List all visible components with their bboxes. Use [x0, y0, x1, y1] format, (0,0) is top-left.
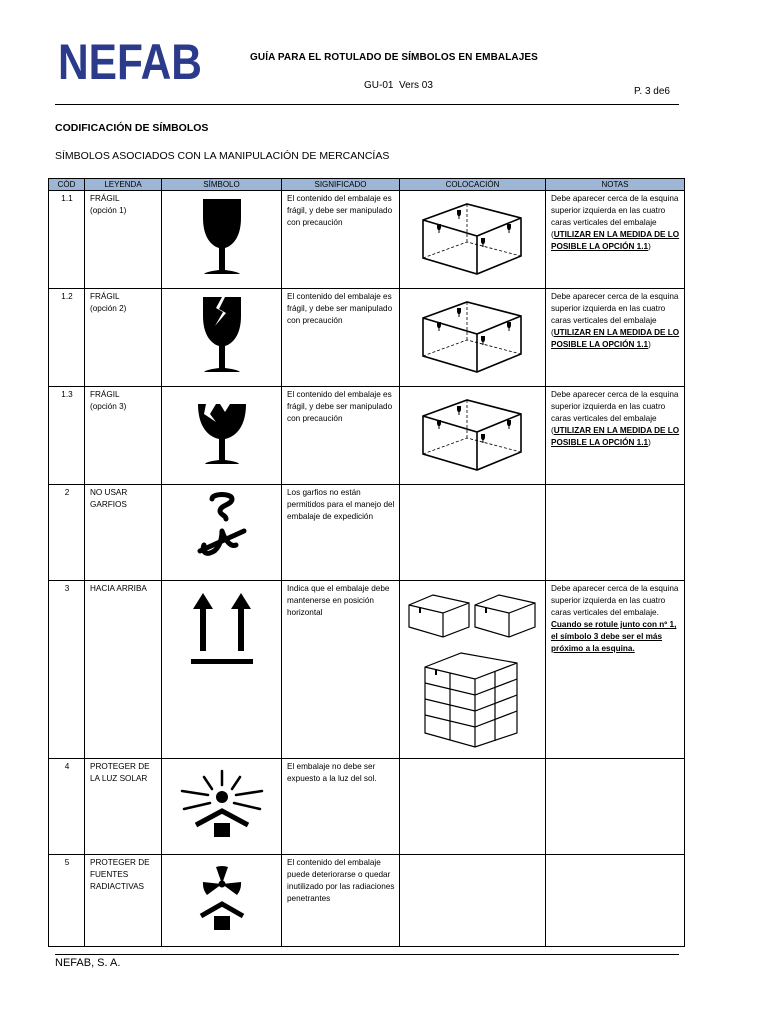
cell-cod: 1.3 — [49, 387, 85, 485]
cell-significado: El contenido del embalaje es frágil, y debe ser manipulado con precaución — [282, 387, 400, 485]
cell-leyenda: PROTEGER DE LA LUZ SOLAR — [85, 759, 162, 855]
box-placement-icon — [417, 198, 529, 278]
cell-cod: 5 — [49, 855, 85, 947]
cell-colocacion — [400, 191, 546, 289]
no-hooks-icon — [192, 489, 252, 573]
cell-notas: Debe aparecer cerca de la esquina superior izquierda en las cuatro caras verticales del embalaje. Cuando se rotule junto con nº 1, el símbolo 3 debe ser el más próximo a la esquina. — [546, 581, 685, 759]
stacked-boxes-icon — [405, 583, 541, 753]
broken-glass-icon — [192, 294, 252, 378]
table-row — [49, 581, 685, 759]
table-row — [49, 387, 685, 485]
cell-cod: 1.1 — [49, 191, 85, 289]
cell-significado: Los garfios no están permitidos para el manejo del embalaje de expedición — [282, 485, 400, 581]
box-placement-icon — [417, 296, 529, 376]
cell-notas: Debe aparecer cerca de la esquina superior izquierda en las cuatro caras verticales del embalaje (UTILIZAR EN LA MEDIDA DE LO POSIBLE LA OPCIÓN 1.1) — [546, 387, 685, 485]
protect-from-sunlight-icon — [174, 765, 270, 845]
cell-notas: Debe aparecer cerca de la esquina superior izquierda en las cuatro caras verticales del embalaje (UTILIZAR EN LA MEDIDA DE LO POSIBLE LA OPCIÓN 1.1) — [546, 191, 685, 289]
column-header-cod: CÓD — [49, 179, 85, 191]
cell-significado: El contenido del embalaje es frágil, y debe ser manipulado con precaución — [282, 289, 400, 387]
column-header-leyenda: LEYENDA — [85, 179, 162, 191]
nefab-logo — [58, 34, 202, 90]
footer-divider — [55, 954, 679, 955]
footer-company: NEFAB, S. A. — [55, 957, 121, 969]
cell-significado: Indica que el embalaje debe mantenerse en posición horizontal — [282, 581, 400, 759]
subsection-title: SÍMBOLOS ASOCIADOS CON LA MANIPULACIÓN DE MERCANCÍAS — [55, 150, 390, 162]
box-placement-icon — [417, 394, 529, 474]
symbols-table — [48, 178, 685, 947]
column-header-simbolo: SÍMBOLO — [162, 179, 282, 191]
fragile-glass-icon — [192, 196, 252, 280]
column-header-significado: SIGNIFICADO — [282, 179, 400, 191]
document-title: GUÍA PARA EL ROTULADO DE SÍMBOLOS EN EMBALAJES — [250, 52, 538, 63]
table-row — [49, 759, 685, 855]
section-title: CODIFICACIÓN DE SÍMBOLOS — [55, 122, 209, 134]
table-header-row — [49, 179, 685, 191]
cell-notas — [546, 485, 685, 581]
table-row — [49, 289, 685, 387]
header-divider — [55, 104, 679, 105]
cell-cod: 4 — [49, 759, 85, 855]
column-header-notas: NOTAS — [546, 179, 685, 191]
cell-leyenda: FRÁGIL (opción 2) — [85, 289, 162, 387]
cell-colocacion — [400, 485, 546, 581]
table-row — [49, 191, 685, 289]
cell-leyenda: FRÁGIL (opción 3) — [85, 387, 162, 485]
cell-symbol — [162, 289, 282, 387]
cell-symbol — [162, 191, 282, 289]
cell-notas — [546, 759, 685, 855]
cell-colocacion — [400, 289, 546, 387]
this-way-up-icon — [187, 587, 257, 667]
document-code: GU-01 Vers 03 — [364, 80, 433, 91]
cell-cod: 1.2 — [49, 289, 85, 387]
cell-leyenda: NO USAR GARFIOS — [85, 485, 162, 581]
cell-colocacion — [400, 759, 546, 855]
cell-symbol — [162, 855, 282, 947]
cell-colocacion — [400, 855, 546, 947]
cell-leyenda: HACIA ARRIBA — [85, 581, 162, 759]
cell-symbol — [162, 387, 282, 485]
table-row — [49, 855, 685, 947]
logo-text: NEFAB — [58, 34, 202, 90]
cell-symbol — [162, 759, 282, 855]
table-row — [49, 485, 685, 581]
cell-significado: El embalaje no debe ser expuesto a la luz del sol. — [282, 759, 400, 855]
cell-significado: El contenido del embalaje es frágil, y debe ser manipulado con precaución — [282, 191, 400, 289]
cell-symbol — [162, 581, 282, 759]
cell-symbol — [162, 485, 282, 581]
protect-from-radiation-icon — [187, 860, 257, 938]
cell-leyenda: PROTEGER DE FUENTES RADIACTIVAS — [85, 855, 162, 947]
cell-cod: 3 — [49, 581, 85, 759]
cracked-glass-icon — [192, 392, 252, 476]
cell-colocacion — [400, 387, 546, 485]
cell-significado: El contenido del embalaje puede deteriorarse o quedar inutilizado por las radiaciones penetrantes — [282, 855, 400, 947]
page-number: P. 3 de6 — [634, 86, 670, 97]
cell-leyenda: FRÁGIL (opción 1) — [85, 191, 162, 289]
cell-cod: 2 — [49, 485, 85, 581]
cell-colocacion — [400, 581, 546, 759]
cell-notas: Debe aparecer cerca de la esquina superior izquierda en las cuatro caras verticales del embalaje (UTILIZAR EN LA MEDIDA DE LO POSIBLE LA OPCIÓN 1.1) — [546, 289, 685, 387]
cell-notas — [546, 855, 685, 947]
column-header-colocacion: COLOCACIÓN — [400, 179, 546, 191]
